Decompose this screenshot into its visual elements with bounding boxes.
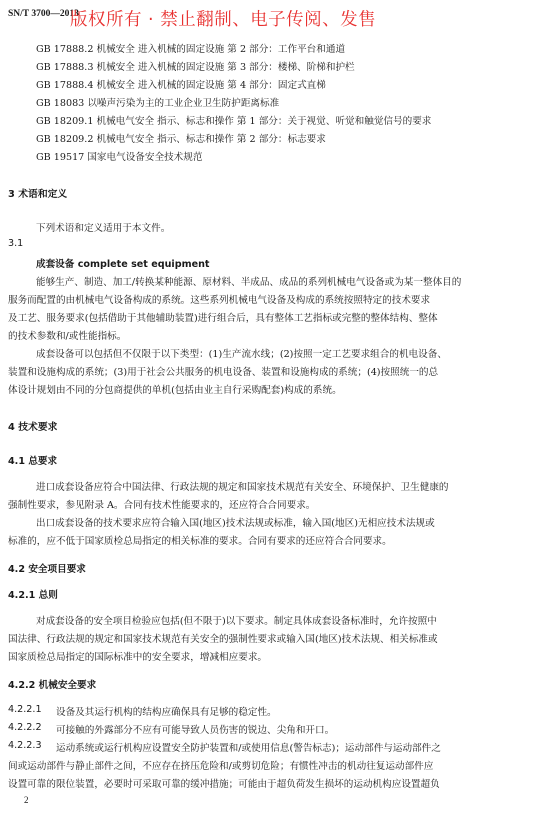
definition-line: 服务而配置的由机械电气设备构成的系统。这些系列机械电气设备及构成的系统按照特定的技术要求 bbox=[8, 295, 431, 306]
paragraph-line: 标准的，应不低于国家质检总局指定的相关标准的要求。合同有要求的还应符合合同要求。 bbox=[8, 536, 392, 547]
definition-line: 能够生产、制造、加工/转换某种能源、原材料、半成品、成品的系列机械电气设备或为某一整体目的 bbox=[36, 277, 462, 288]
page-number: 2 bbox=[24, 795, 29, 805]
section-4-2-1-heading: 4.2.1 总则 bbox=[8, 590, 58, 601]
paragraph-line: 强制性要求，参见附录 A。合同有技术性能要求的，还应符合合同要求。 bbox=[8, 500, 316, 511]
clause-text: 设备及其运行机构的结构应确保具有足够的稳定性。 bbox=[56, 707, 277, 718]
note-line: 体设计规划由不同的分包商提供的单机(包括由业主自行采购配套)构成的系统。 bbox=[8, 385, 342, 396]
paragraph-line: 进口成套设备应符合中国法律、行政法规的规定和国家技术规范有关安全、环境保护、卫生健康的 bbox=[36, 482, 449, 493]
paragraph-line: 国家质检总局指定的国际标准中的安全要求，增减相应要求。 bbox=[8, 652, 268, 663]
reference-item: GB 17888.2 机械安全 进入机械的固定设施 第 2 部分：工作平台和通道 bbox=[36, 44, 346, 55]
section-3-intro: 下列术语和定义适用于本文件。 bbox=[36, 223, 171, 234]
section-3-heading: 3 术语和定义 bbox=[8, 189, 68, 200]
reference-item: GB 17888.3 机械安全 进入机械的固定设施 第 3 部分：楼梯、阶梯和护栏 bbox=[36, 62, 355, 73]
reference-item: GB 18209.2 机械电气安全 指示、标志和操作 第 2 部分：标志要求 bbox=[36, 134, 326, 145]
note-line: 成套设备可以包括但不仅限于以下类型：(1)生产流水线；(2)按照一定工艺要求组合的机电设备、 bbox=[36, 349, 447, 360]
clause-text: 运动系统或运行机构应设置安全防护装置和/或使用信息(警告标志)；运动部件与运动部件之 bbox=[56, 743, 441, 754]
copyright-watermark: 版权所有 · 禁止翻制、电子传阅、发售 bbox=[70, 10, 377, 30]
clause-text: 可接触的外露部分不应有可能导致人员伤害的锐边、尖角和开口。 bbox=[56, 725, 335, 736]
reference-item: GB 18083 以噪声污染为主的工业企业卫生防护距离标准 bbox=[36, 98, 280, 109]
reference-item: GB 19517 国家电气设备安全技术规范 bbox=[36, 152, 203, 163]
document-code: SN/T 3700—2013 bbox=[8, 9, 79, 19]
section-4-heading: 4 技术要求 bbox=[8, 422, 58, 433]
clause-text: 间或运动部件与静止部件之间，不应存在挤压危险和/或剪切危险；有惯性冲击的机动往复运动部件应 bbox=[8, 761, 434, 772]
reference-item: GB 18209.1 机械电气安全 指示、标志和操作 第 1 部分：关于视觉、听觉和触觉信号的要求 bbox=[36, 116, 432, 127]
section-4-1-heading: 4.1 总要求 bbox=[8, 456, 58, 467]
reference-item: GB 17888.4 机械安全 进入机械的固定设施 第 4 部分：固定式直梯 bbox=[36, 80, 326, 91]
section-4-2-2-heading: 4.2.2 机械安全要求 bbox=[8, 680, 97, 691]
clause-number: 4.2.2.3 bbox=[8, 740, 42, 751]
clause-text: 设置可靠的限位装置，必要时可采取可靠的缓冲措施；可能由于超负荷发生损坏的运动机构应设置超负 bbox=[8, 779, 440, 790]
note-line: 装置和设施构成的系统；(3)用于社会公共服务的机电设备、装置和设施构成的系统；(4)按照统一的总 bbox=[8, 367, 439, 378]
term-title: 成套设备 complete set equipment bbox=[36, 259, 210, 270]
clause-number: 4.2.2.2 bbox=[8, 722, 42, 733]
paragraph-line: 出口成套设备的技术要求应符合输入国(地区)技术法规或标准，输入国(地区)无相应技术法规或 bbox=[36, 518, 435, 529]
paragraph-line: 国法律、行政法规的规定和国家技术规范有关安全的强制性要求或输入国(地区)技术法规、相关标准或 bbox=[8, 634, 438, 645]
clause-number: 4.2.2.1 bbox=[8, 704, 42, 715]
section-4-2-heading: 4.2 安全项目要求 bbox=[8, 564, 86, 575]
definition-line: 及工艺、服务要求(包括借助于其他辅助装置)进行组合后，具有整体工艺指标或完整的整体结构、整体 bbox=[8, 313, 438, 324]
term-number: 3.1 bbox=[8, 238, 24, 249]
paragraph-line: 对成套设备的安全项目检验应包括(但不限于)以下要求。制定具体成套设备标准时，允许按照中 bbox=[36, 616, 437, 627]
definition-line: 的技术参数和/或性能指标。 bbox=[8, 331, 127, 342]
